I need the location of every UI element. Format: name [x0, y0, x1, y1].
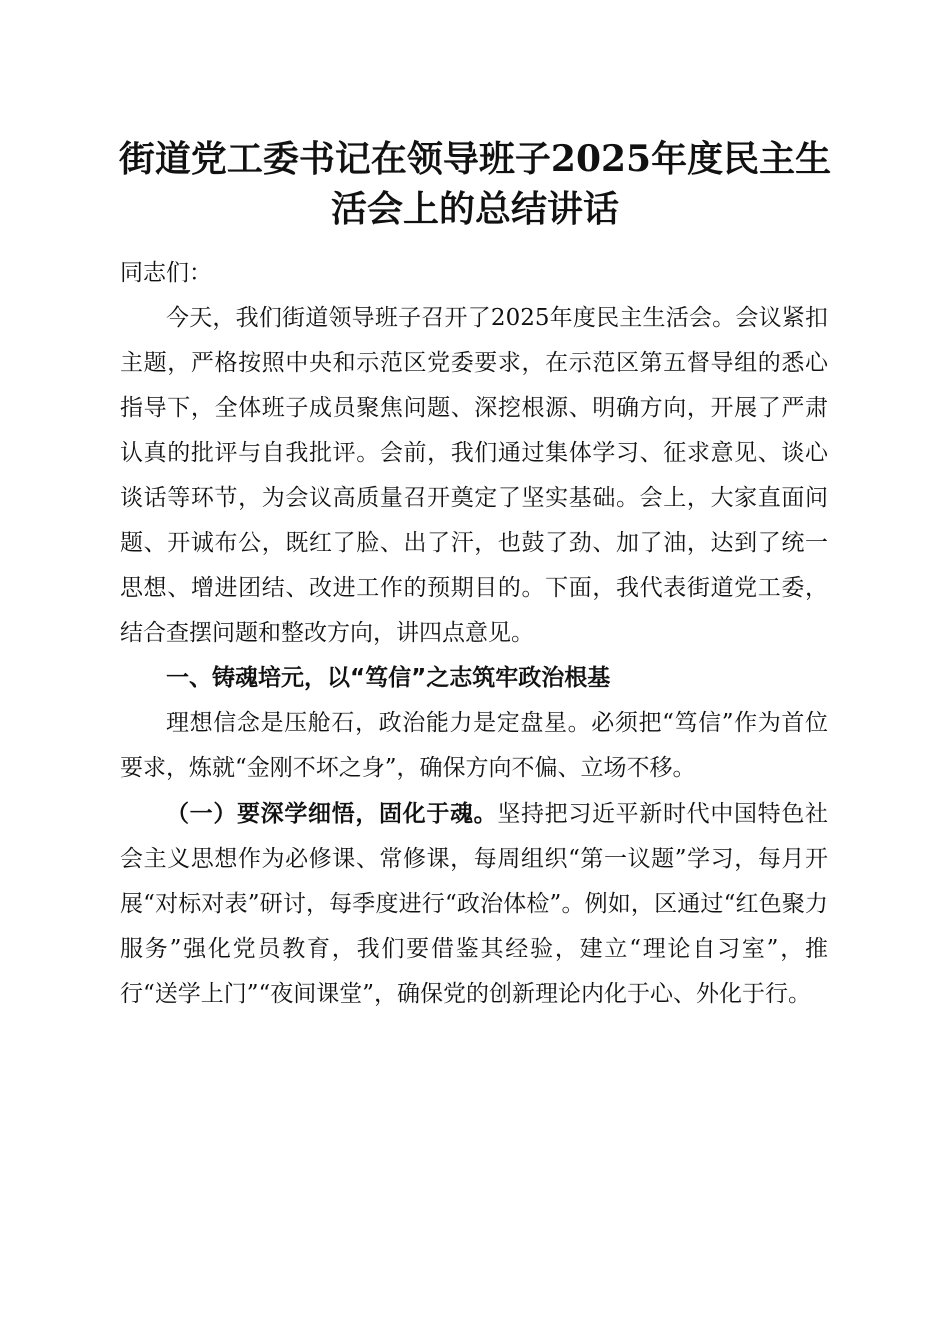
title-line-2: 活会上的总结讲话 [330, 188, 619, 230]
document-body [120, 251, 828, 1017]
salutation: 同志们： [120, 260, 212, 286]
section-heading-1: 一、铸魂培元，以“笃信”之志筑牢政治根基 [166, 665, 611, 691]
paragraph-intro: 今天，我们街道领导班子召开了2025年度民主生活会。会议紧扣主题，严格按照中央和示范区党委要求，在示范区第五督导组的悉心指导下，全体班子成员聚焦问题、深挖根源、明确方向，开展了严肃认真的批评与自我批评。会前，我们通过集体学习、征求意见、谈心谈话等环节，为会议高质量召开奠定了坚实基础。会上，大家直面问题、开诚布公，既红了脸、出了汗，也鼓了劲、加了油，达到了统一思想、增进团结、改进工作的预期目的。下面，我代表街道党工委，结合查摆问题和整改方向，讲四点意见。 [120, 305, 828, 646]
subsection-lead: （一）要深学细悟，固化于魂。 [166, 800, 498, 827]
title-line-1: 街道党工委书记在领导班子2025年度民主生 [118, 138, 832, 180]
paragraph-subsection-1 [120, 791, 828, 1017]
paragraph-section-1: 理想信念是压舱石，政治能力是定盘星。必须把“笃信”作为首位要求，炼就“金刚不坏之身”，确保方向不偏、立场不移。 [120, 710, 828, 781]
subsection-text: 坚持把习近平新时代中国特色社会主义思想作为必修课、常修课，每周组织“第一议题”学习，每月开展“对标对表”研讨，每季度进行“政治体检”。例如，区通过“红色聚力服务”强化党员教育，我们要借鉴其经验，建立“理论自习室”，推行“送学上门”“夜间课堂”，确保党的创新理论内化于心、外化于行。 [120, 801, 829, 1007]
document-title [95, 134, 855, 234]
